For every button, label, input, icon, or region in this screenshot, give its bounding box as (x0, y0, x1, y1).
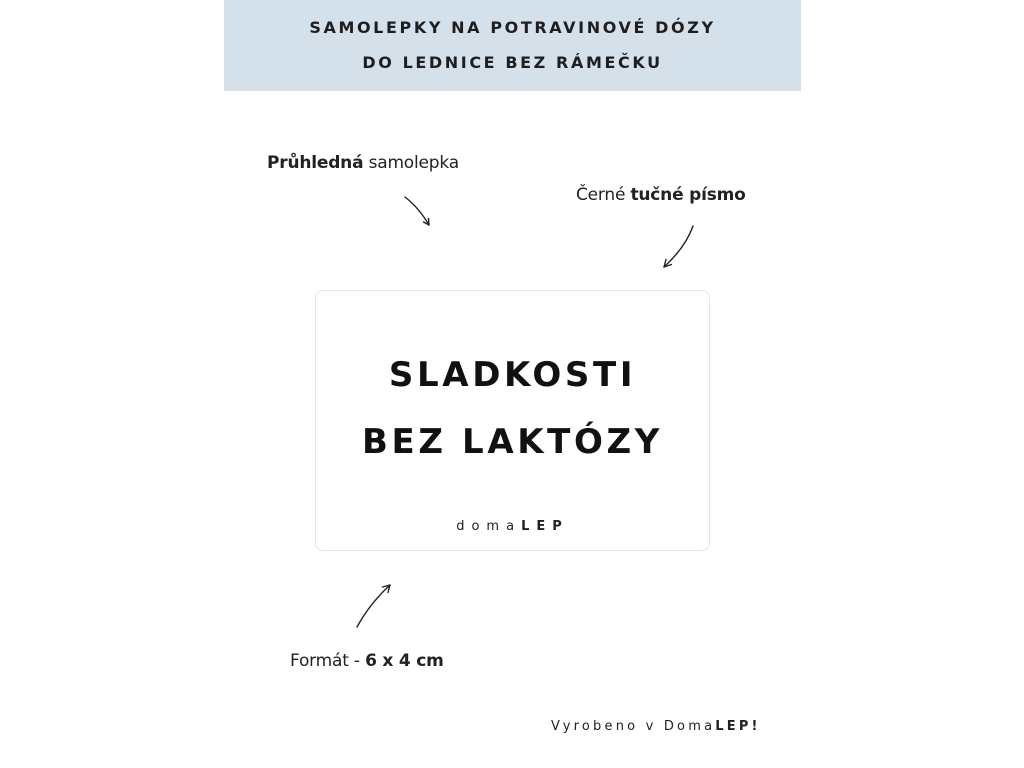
annotation-format-regular: Formát - (290, 651, 366, 671)
annotation-font-bold: tučné písmo (630, 185, 746, 205)
sticker-text-line2: BEZ LAKTÓZY (362, 422, 663, 462)
sticker-brand (316, 519, 709, 534)
sticker-brand-bold: LEP (521, 519, 569, 534)
annotation-transparent (267, 153, 459, 173)
header-title-line1: SAMOLEPKY NA POTRAVINOVÉ DÓZY (309, 18, 716, 37)
sticker-text-line1: SLADKOSTI (388, 355, 637, 395)
annotation-transparent-rest: samolepka (363, 153, 459, 173)
arrow-down-right-icon (402, 194, 434, 230)
header-banner (224, 0, 801, 91)
footer-credit-bold: LEP! (715, 719, 761, 734)
arrow-up-right-icon (353, 581, 395, 631)
annotation-format (290, 651, 444, 671)
header-title-line2: DO LEDNICE BEZ RÁMEČKU (362, 53, 663, 72)
annotation-font (576, 185, 746, 205)
annotation-format-bold: 6 x 4 cm (365, 651, 444, 671)
footer-credit (551, 719, 761, 734)
annotation-transparent-bold: Průhledná (267, 153, 364, 173)
sticker-brand-regular: doma (456, 519, 522, 534)
arrow-down-left-icon (660, 223, 698, 271)
annotation-font-regular: Černé (576, 185, 631, 205)
footer-credit-regular: Vyrobeno v Doma (551, 719, 716, 734)
sticker-preview (315, 290, 710, 551)
